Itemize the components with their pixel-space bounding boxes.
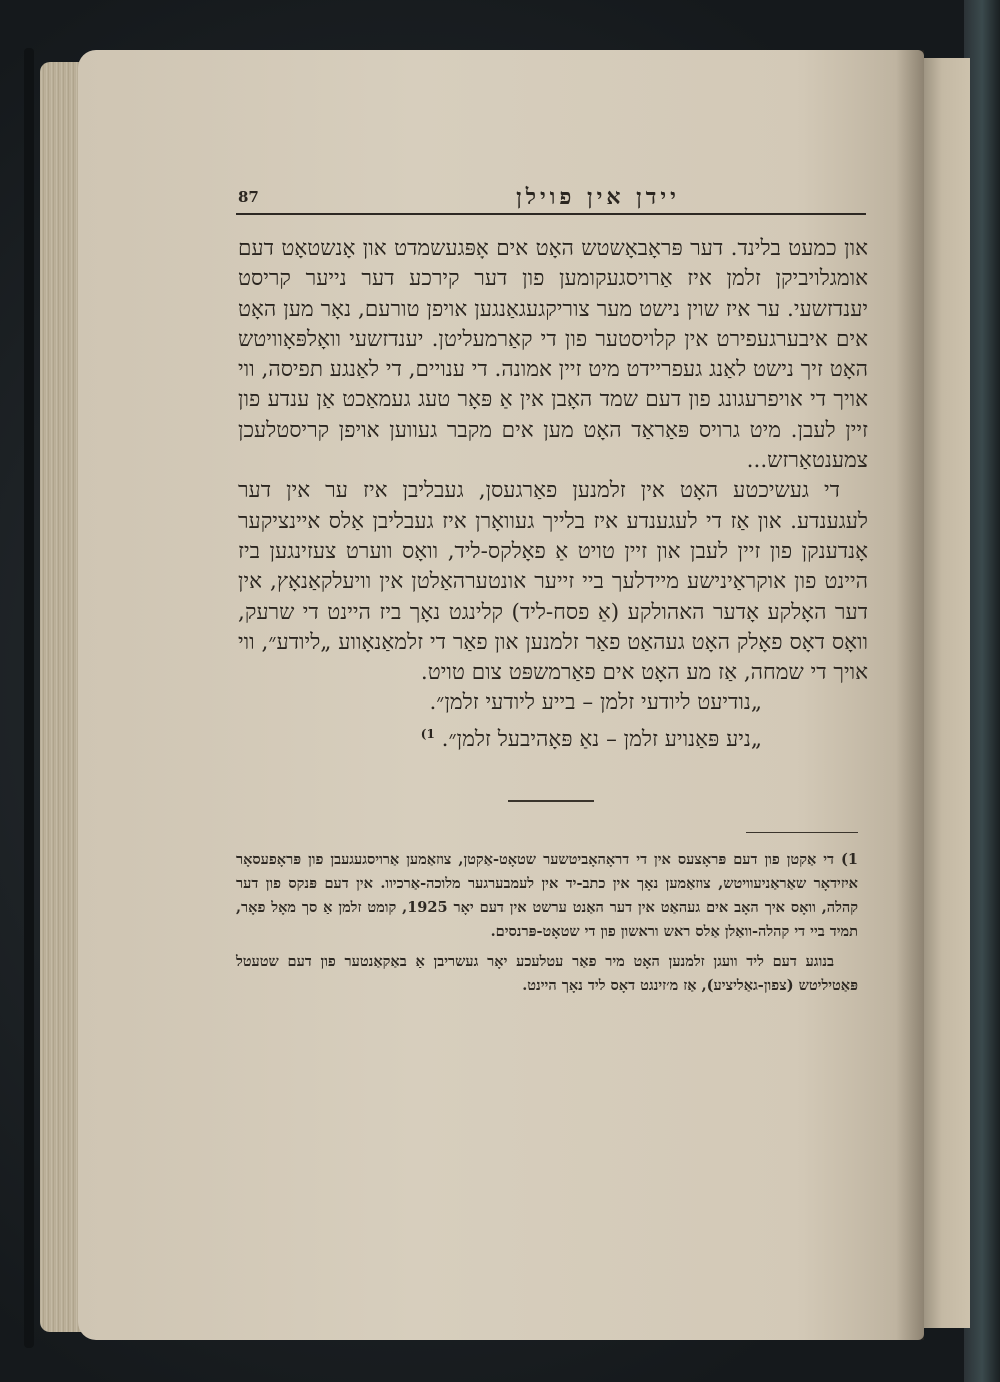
cover-binding-edge [24,48,34,1348]
poem-line-2 [238,719,868,755]
footnotes [236,848,858,1004]
footnote-reference[interactable]: 1) [420,726,435,741]
running-head: יידן אין פוילן [516,184,680,210]
header-rule [236,213,866,215]
footnote-2: בנוגע דעם ליד וועגן זלמנען האָט מיר פאַר עטלעכע יאָר געשריבן אַ באַקאַנטער פון דעם שטעטל פּאַטיליטש (צפון-גאַליציע), אַז מ׳זינגט דאָס ליד נאָך היינט. [236,953,858,994]
paragraph-2: די געשיכטע האָט אין זלמנען פאַרגעסן, געבליבן איז ער אין דער לעגענדע. און אַז די לעגענדע איז בלייך געוואָרן איז געבליבן אַלס איינציקער אָנדענקן פון זיין לעבן און זיין טויט אַ פאָלקס-ליד, וואָס ווערט צעזינגען ביז היינט פון אוקראַינישע מיידלעך ביי זייער אונטערהאַלטן אין וויעלקאַנאָץ, אין דער האָלקע אָדער האהולקע (אַ פסח-ליד) קלינגט נאָך ביז היינט די שרעק, וואָס דאָס פאָלק האָט געהאַט פאַר זלמנען און פאַר די זלמאַנאָווע „ליודע״, ווי אויך די שמחה, אַז מע האָט אים פאַרמשפּט צום טויט. [238,478,868,686]
book-page [78,50,924,1340]
paragraph-1: און כמעט בלינד. דער פּראָבאָשטש האָט אים אָפּגעשמדט און אָנשטאָט דעם אומגלויביקן זלמן איז אַרויסגעקומען פון דער קירכע דער נייער קריסט יענדזשעי. ער איז שוין נישט מער צוריקגעגאַנגען אויפן טורעם, נאָר מען האָט אים איבערגעפירט אין קלויסטער פון די קאַרמעליטן. יענדזשעי וואָלפּאָוויטש האָט זיך נישט לאַנג געפריידט מיט זיין אמונה. די ענויים, די לאַנגע תפיסה, ווי אויך די אויפרעגונג פון דעם שמד האָבן אין אַ פּאָר טעג געמאַכט אַן ענדע פון זיין לעבן. מיט גרויס פּאַראַד האָט מען אים מקבר געווען אויפן קריסטלעכן צמענטאַרזש... [238,236,868,474]
footnote-rule [746,832,858,833]
body-text [238,234,868,755]
page-number: 87 [238,188,259,206]
poem [238,688,868,755]
page-header [78,50,924,250]
poem-separator [508,800,594,802]
poem-line-1: „נודיעט ליודעי זלמן – בייע ליודעי זלמן״. [429,690,762,716]
footnote-1: 1) די אַקטן פון דעם פּראָצעס אין די דראָהאָביטשער שטאָט-אַקטן, צוזאַמען אַרויסגעגעבן פון פּראָפעסאָר איזידאָר שאַראַניעוויטש, צוזאַמען נאָך אין כתב-יד אין לעמבערגער מלוכה-אַרכיוו. אין דעם פּנקס פון דער קהלה, וואָס איך האָב אים געהאַט אין דער האַנט ערשט אין דעם יאָר 1925, קומט זלמן אַ סך מאָל פאָר, תמיד ביי די קהלה-וואַלן אַלס ראש וראשון פון די שטאָט-פּרנסים. [236,851,859,940]
poem-line-2-text: „ניע פּאַנויע זלמן – נאַ פּאָהיבעל זלמן״. [441,726,762,752]
